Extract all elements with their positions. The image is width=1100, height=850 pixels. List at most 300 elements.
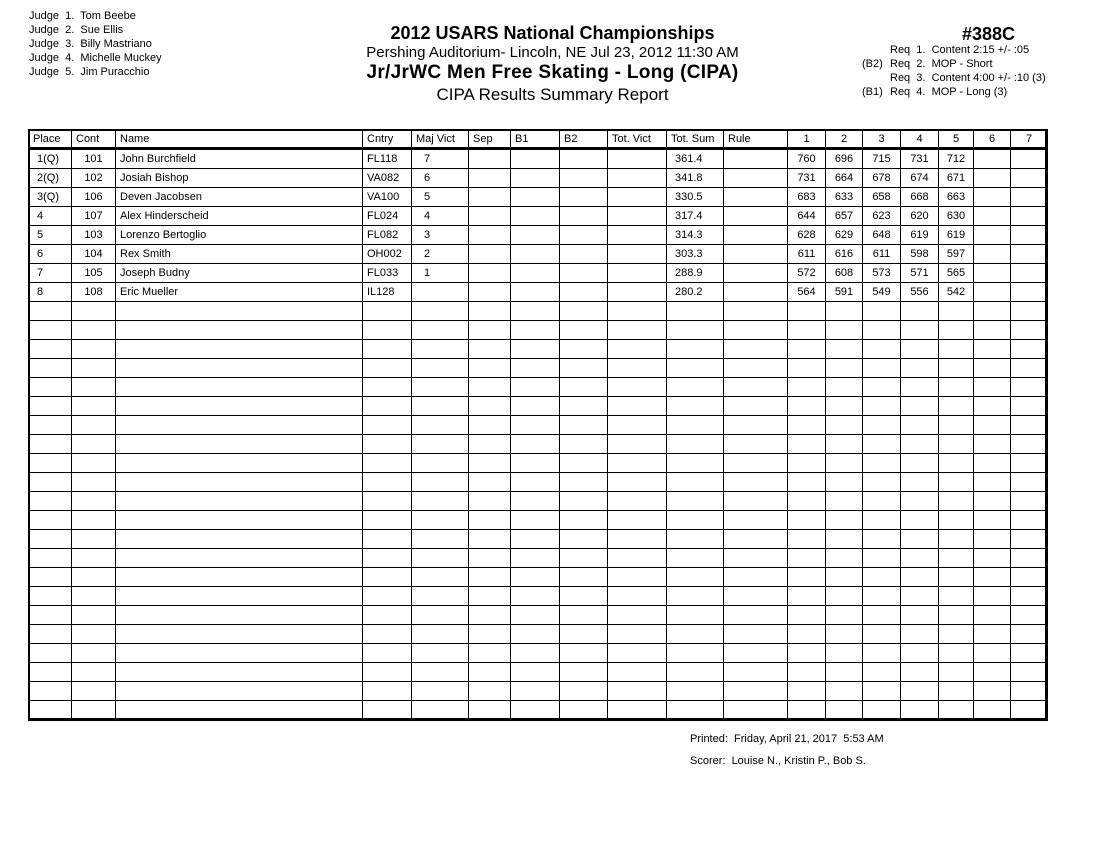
cell-j5: 542 (939, 283, 974, 302)
cell-tot-vict (608, 207, 667, 226)
empty-cell (29, 530, 72, 549)
empty-cell (29, 416, 72, 435)
empty-cell (974, 416, 1011, 435)
cell-rule (724, 188, 788, 207)
empty-table-row (29, 625, 1048, 644)
empty-cell (29, 378, 72, 397)
cell-cntry: FL118 (363, 149, 412, 169)
empty-cell (363, 454, 412, 473)
empty-cell (863, 473, 901, 492)
empty-cell (560, 606, 608, 625)
empty-cell (667, 625, 724, 644)
empty-cell (560, 454, 608, 473)
empty-cell (72, 549, 116, 568)
empty-cell (469, 606, 511, 625)
cell-cntry: FL033 (363, 264, 412, 283)
empty-cell (974, 359, 1011, 378)
empty-cell (363, 587, 412, 606)
empty-cell (974, 530, 1011, 549)
empty-cell (29, 701, 72, 721)
cell-b1 (511, 188, 560, 207)
empty-cell (469, 587, 511, 606)
empty-cell (608, 511, 667, 530)
empty-cell (412, 701, 469, 721)
empty-cell (724, 701, 788, 721)
empty-cell (29, 644, 72, 663)
empty-cell (116, 416, 363, 435)
cell-j1: 564 (788, 283, 826, 302)
empty-cell (608, 701, 667, 721)
empty-cell (939, 359, 974, 378)
empty-cell (363, 644, 412, 663)
cell-j3: 549 (863, 283, 901, 302)
cell-j2: 591 (826, 283, 863, 302)
empty-cell (511, 701, 560, 721)
cell-j2: 664 (826, 169, 863, 188)
empty-cell (511, 302, 560, 321)
cell-j3: 611 (863, 245, 901, 264)
cell-rule (724, 207, 788, 226)
empty-cell (116, 568, 363, 587)
empty-cell (974, 511, 1011, 530)
empty-cell (511, 663, 560, 682)
empty-cell (363, 606, 412, 625)
empty-cell (826, 587, 863, 606)
empty-table-row (29, 701, 1048, 721)
empty-cell (29, 625, 72, 644)
empty-cell (901, 606, 939, 625)
empty-cell (901, 701, 939, 721)
cell-j7 (1011, 245, 1048, 264)
empty-cell (939, 454, 974, 473)
empty-cell (939, 473, 974, 492)
empty-cell (469, 340, 511, 359)
empty-cell (939, 340, 974, 359)
empty-cell (363, 568, 412, 587)
empty-cell (939, 435, 974, 454)
empty-cell (608, 682, 667, 701)
empty-cell (363, 397, 412, 416)
empty-cell (724, 454, 788, 473)
empty-cell (901, 321, 939, 340)
empty-cell (1011, 473, 1048, 492)
column-header: 7 (1011, 130, 1048, 149)
empty-cell (974, 321, 1011, 340)
empty-cell (116, 397, 363, 416)
cell-maj-vict: 2 (412, 245, 469, 264)
empty-cell (608, 454, 667, 473)
empty-cell (1011, 416, 1048, 435)
cell-b2 (560, 169, 608, 188)
column-header: 1 (788, 130, 826, 149)
empty-table-row (29, 397, 1048, 416)
cell-j6 (974, 149, 1011, 169)
empty-cell (116, 454, 363, 473)
empty-cell (939, 606, 974, 625)
empty-cell (724, 568, 788, 587)
cell-maj-vict: 3 (412, 226, 469, 245)
empty-cell (667, 530, 724, 549)
empty-cell (724, 587, 788, 606)
empty-cell (974, 549, 1011, 568)
empty-cell (826, 359, 863, 378)
empty-cell (974, 340, 1011, 359)
empty-cell (826, 397, 863, 416)
empty-cell (412, 378, 469, 397)
empty-cell (608, 416, 667, 435)
column-header: Cntry (363, 130, 412, 149)
column-header: 2 (826, 130, 863, 149)
cell-j7 (1011, 149, 1048, 169)
cell-j4: 619 (901, 226, 939, 245)
empty-cell (608, 587, 667, 606)
empty-cell (412, 606, 469, 625)
empty-cell (863, 302, 901, 321)
empty-cell (29, 682, 72, 701)
empty-cell (608, 530, 667, 549)
empty-cell (412, 644, 469, 663)
cell-cont: 101 (72, 149, 116, 169)
empty-cell (1011, 435, 1048, 454)
empty-cell (939, 378, 974, 397)
empty-cell (901, 302, 939, 321)
cell-sep (469, 264, 511, 283)
empty-cell (116, 663, 363, 682)
empty-cell (788, 473, 826, 492)
empty-cell (469, 492, 511, 511)
empty-cell (29, 663, 72, 682)
empty-cell (560, 511, 608, 530)
cell-j1: 572 (788, 264, 826, 283)
empty-cell (72, 359, 116, 378)
empty-cell (511, 473, 560, 492)
cell-tot-sum: 314.3 (667, 226, 724, 245)
empty-cell (974, 378, 1011, 397)
empty-cell (560, 359, 608, 378)
empty-cell (667, 473, 724, 492)
empty-cell (469, 644, 511, 663)
cell-cont: 107 (72, 207, 116, 226)
empty-cell (826, 530, 863, 549)
cell-j2: 633 (826, 188, 863, 207)
cell-j3: 623 (863, 207, 901, 226)
empty-cell (826, 568, 863, 587)
empty-cell (901, 378, 939, 397)
empty-cell (469, 663, 511, 682)
empty-cell (29, 549, 72, 568)
cell-sep (469, 188, 511, 207)
cell-place: 6 (29, 245, 72, 264)
empty-cell (667, 511, 724, 530)
cell-j4: 556 (901, 283, 939, 302)
empty-cell (29, 397, 72, 416)
empty-cell (901, 359, 939, 378)
empty-cell (788, 606, 826, 625)
empty-cell (724, 549, 788, 568)
empty-cell (1011, 302, 1048, 321)
empty-cell (724, 492, 788, 511)
empty-table-row (29, 511, 1048, 530)
empty-cell (116, 378, 363, 397)
empty-cell (667, 701, 724, 721)
empty-cell (412, 359, 469, 378)
empty-cell (608, 340, 667, 359)
empty-cell (863, 663, 901, 682)
empty-cell (363, 416, 412, 435)
empty-cell (788, 302, 826, 321)
empty-cell (901, 435, 939, 454)
cell-tot-vict (608, 283, 667, 302)
empty-cell (667, 359, 724, 378)
empty-cell (116, 682, 363, 701)
empty-cell (412, 397, 469, 416)
cell-j5: 671 (939, 169, 974, 188)
column-header: Cont (72, 130, 116, 149)
empty-cell (469, 530, 511, 549)
empty-cell (901, 549, 939, 568)
empty-cell (116, 359, 363, 378)
empty-cell (412, 302, 469, 321)
empty-cell (724, 625, 788, 644)
empty-cell (901, 473, 939, 492)
empty-cell (724, 302, 788, 321)
event-title: Jr/JrWC Men Free Skating - Long (CIPA) (366, 62, 739, 83)
empty-cell (863, 511, 901, 530)
cell-j7 (1011, 188, 1048, 207)
empty-cell (974, 454, 1011, 473)
empty-cell (412, 568, 469, 587)
empty-cell (511, 625, 560, 644)
empty-cell (826, 663, 863, 682)
cell-j5: 712 (939, 149, 974, 169)
cell-j2: 629 (826, 226, 863, 245)
cell-place: 5 (29, 226, 72, 245)
empty-cell (363, 530, 412, 549)
empty-cell (788, 549, 826, 568)
cell-name: John Burchfield (116, 149, 363, 169)
empty-cell (901, 397, 939, 416)
empty-table-row (29, 492, 1048, 511)
empty-cell (116, 587, 363, 606)
empty-cell (72, 454, 116, 473)
empty-cell (826, 473, 863, 492)
cell-j5: 663 (939, 188, 974, 207)
empty-cell (72, 682, 116, 701)
empty-cell (72, 473, 116, 492)
requirements-list (862, 43, 1046, 99)
empty-cell (469, 416, 511, 435)
empty-cell (863, 568, 901, 587)
empty-cell (1011, 587, 1048, 606)
empty-cell (560, 682, 608, 701)
empty-cell (511, 454, 560, 473)
empty-cell (469, 511, 511, 530)
empty-cell (363, 302, 412, 321)
empty-cell (863, 587, 901, 606)
empty-cell (1011, 530, 1048, 549)
empty-cell (939, 663, 974, 682)
cell-cntry: OH002 (363, 245, 412, 264)
cell-rule (724, 226, 788, 245)
cell-sep (469, 283, 511, 302)
cell-tot-sum: 330.5 (667, 188, 724, 207)
judge-5: Judge 5. Jim Puracchio (29, 66, 150, 78)
cell-cntry: VA082 (363, 169, 412, 188)
cell-b1 (511, 283, 560, 302)
empty-cell (974, 682, 1011, 701)
results-table (28, 129, 1048, 721)
empty-cell (116, 644, 363, 663)
empty-cell (788, 511, 826, 530)
empty-cell (788, 587, 826, 606)
empty-cell (939, 549, 974, 568)
empty-cell (788, 340, 826, 359)
empty-cell (469, 682, 511, 701)
empty-cell (667, 454, 724, 473)
empty-cell (901, 682, 939, 701)
empty-cell (560, 625, 608, 644)
cell-j1: 628 (788, 226, 826, 245)
empty-cell (608, 397, 667, 416)
empty-cell (863, 625, 901, 644)
empty-cell (901, 663, 939, 682)
empty-cell (72, 435, 116, 454)
empty-cell (863, 359, 901, 378)
empty-cell (724, 340, 788, 359)
empty-cell (116, 302, 363, 321)
empty-cell (72, 663, 116, 682)
empty-cell (116, 340, 363, 359)
empty-cell (363, 663, 412, 682)
empty-cell (863, 701, 901, 721)
empty-cell (412, 340, 469, 359)
empty-cell (788, 359, 826, 378)
empty-cell (788, 378, 826, 397)
cell-place: 1(Q) (29, 149, 72, 169)
cell-j7 (1011, 264, 1048, 283)
empty-cell (939, 682, 974, 701)
empty-cell (724, 359, 788, 378)
cell-j2: 657 (826, 207, 863, 226)
empty-cell (72, 511, 116, 530)
empty-cell (560, 302, 608, 321)
cell-j6 (974, 226, 1011, 245)
empty-cell (974, 663, 1011, 682)
cell-tot-vict (608, 264, 667, 283)
empty-cell (116, 549, 363, 568)
cell-sep (469, 207, 511, 226)
empty-cell (29, 606, 72, 625)
empty-cell (363, 701, 412, 721)
cell-tot-sum: 280.2 (667, 283, 724, 302)
cell-cont: 102 (72, 169, 116, 188)
cell-j1: 731 (788, 169, 826, 188)
requirement-3: Req 3. Content 4:00 +/- :10 (3) (890, 72, 1046, 84)
column-header: 3 (863, 130, 901, 149)
cell-rule (724, 264, 788, 283)
empty-table-row (29, 606, 1048, 625)
cell-place: 2(Q) (29, 169, 72, 188)
empty-cell (469, 302, 511, 321)
cell-maj-vict (412, 283, 469, 302)
empty-cell (608, 359, 667, 378)
empty-cell (511, 359, 560, 378)
empty-cell (469, 549, 511, 568)
cell-name: Deven Jacobsen (116, 188, 363, 207)
empty-cell (116, 321, 363, 340)
empty-cell (469, 625, 511, 644)
empty-cell (469, 321, 511, 340)
empty-cell (939, 701, 974, 721)
empty-cell (901, 511, 939, 530)
empty-cell (788, 682, 826, 701)
empty-cell (724, 511, 788, 530)
column-header: Name (116, 130, 363, 149)
empty-cell (939, 625, 974, 644)
empty-cell (826, 492, 863, 511)
cell-b1 (511, 207, 560, 226)
empty-cell (608, 492, 667, 511)
empty-cell (412, 663, 469, 682)
empty-cell (511, 340, 560, 359)
empty-cell (974, 492, 1011, 511)
empty-cell (29, 321, 72, 340)
cell-j3: 678 (863, 169, 901, 188)
cell-j2: 616 (826, 245, 863, 264)
cell-cont: 105 (72, 264, 116, 283)
column-header: 6 (974, 130, 1011, 149)
cell-b2 (560, 188, 608, 207)
column-header: B1 (511, 130, 560, 149)
empty-cell (116, 435, 363, 454)
cell-name: Lorenzo Bertoglio (116, 226, 363, 245)
empty-cell (511, 492, 560, 511)
empty-cell (363, 549, 412, 568)
empty-cell (826, 302, 863, 321)
cell-j7 (1011, 226, 1048, 245)
empty-cell (788, 625, 826, 644)
empty-cell (788, 435, 826, 454)
empty-cell (939, 644, 974, 663)
cell-b1 (511, 169, 560, 188)
empty-cell (608, 378, 667, 397)
table-header-row (29, 130, 1048, 149)
column-header: B2 (560, 130, 608, 149)
empty-cell (469, 359, 511, 378)
empty-cell (560, 549, 608, 568)
cell-j1: 644 (788, 207, 826, 226)
empty-cell (363, 340, 412, 359)
empty-cell (974, 587, 1011, 606)
cell-j5: 597 (939, 245, 974, 264)
cell-cntry: IL128 (363, 283, 412, 302)
empty-cell (826, 340, 863, 359)
empty-cell (863, 549, 901, 568)
empty-cell (826, 321, 863, 340)
empty-table-row (29, 587, 1048, 606)
report-footer (690, 728, 884, 772)
cell-name: Joseph Budny (116, 264, 363, 283)
cell-j6 (974, 207, 1011, 226)
empty-cell (116, 473, 363, 492)
empty-cell (511, 644, 560, 663)
empty-cell (116, 606, 363, 625)
judge-2: Judge 2. Sue Ellis (29, 24, 124, 36)
empty-cell (72, 397, 116, 416)
empty-cell (469, 568, 511, 587)
empty-cell (511, 568, 560, 587)
empty-cell (939, 416, 974, 435)
